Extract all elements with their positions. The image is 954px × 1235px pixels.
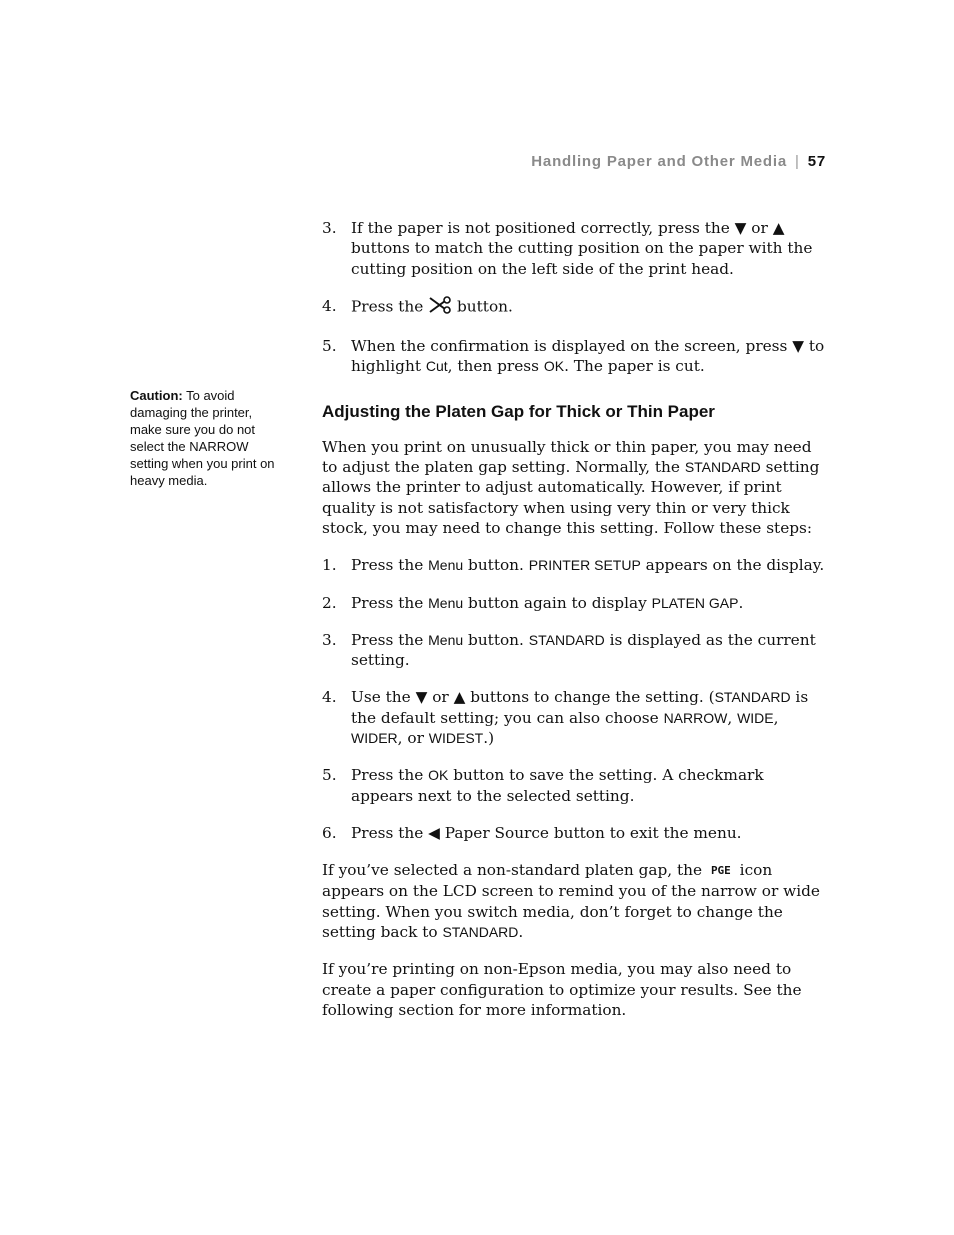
scissors-icon bbox=[428, 296, 452, 319]
down-arrow-icon: ▼ bbox=[734, 219, 747, 237]
standard-setting: STANDARD bbox=[684, 459, 761, 476]
step-number: 4. bbox=[322, 296, 337, 315]
down-arrow-icon: ▼ bbox=[415, 688, 428, 707]
wide-setting: WIDE bbox=[737, 709, 774, 726]
step-text: Press the bbox=[351, 823, 429, 842]
step-text: Press the bbox=[351, 297, 429, 316]
display-text: PLATEN GAP bbox=[651, 594, 739, 611]
note-text: icon appears on the LCD screen to remind you of the narrow or wide setting. When you switch media, don’t forget to change the setting back to bbox=[322, 861, 820, 941]
step-1 bbox=[322, 555, 830, 575]
ok-button-label: OK bbox=[428, 767, 449, 784]
header-separator: | bbox=[795, 153, 800, 170]
standard-setting: STANDARD bbox=[714, 689, 791, 706]
step-text: is displayed as the current setting. bbox=[351, 630, 816, 670]
step-text: or bbox=[427, 688, 454, 707]
step-text: Paper Source button to exit the menu. bbox=[439, 823, 742, 842]
left-arrow-icon: ◀ bbox=[428, 823, 440, 842]
main-content bbox=[322, 218, 830, 1020]
step-text: , bbox=[773, 708, 779, 727]
page-number: 57 bbox=[807, 153, 826, 170]
running-header bbox=[531, 153, 826, 170]
step-text: button. bbox=[452, 297, 513, 316]
intro-text: When you print on unusually thick or thin paper, you may need to adjust the platen gap setting. Normally, the bbox=[322, 437, 812, 477]
cut-option: Cut bbox=[425, 358, 448, 375]
up-arrow-icon: ▲ bbox=[772, 219, 785, 237]
step-text: buttons to match the cutting position on the paper with the cutting position on the left side of the print head. bbox=[351, 239, 813, 278]
step-text: , bbox=[727, 708, 738, 727]
step-2 bbox=[322, 593, 830, 613]
step-number: 5. bbox=[322, 766, 337, 785]
step-text: When the confirmation is displayed on the screen, press bbox=[351, 337, 793, 356]
step-text: buttons to change the setting. ( bbox=[465, 688, 715, 707]
step-4 bbox=[322, 687, 830, 748]
platen-gap-icon: PGE bbox=[710, 864, 731, 878]
step-text: Press the bbox=[351, 766, 429, 785]
wider-setting: WIDER bbox=[351, 730, 398, 747]
step-6 bbox=[322, 823, 830, 843]
widest-setting: WIDEST bbox=[428, 730, 484, 747]
note-text: If you’ve selected a non-standard platen gap, the bbox=[322, 861, 707, 880]
step-text: . bbox=[738, 593, 744, 612]
step-text: button. bbox=[463, 556, 529, 575]
caution-note bbox=[130, 387, 280, 489]
step-top-4 bbox=[322, 296, 830, 319]
standard-setting: STANDARD bbox=[442, 923, 519, 940]
step-number: 5. bbox=[322, 337, 337, 356]
platen-gap-icon-note bbox=[322, 860, 830, 942]
step-text: button. bbox=[463, 630, 529, 649]
step-5 bbox=[322, 765, 830, 806]
step-number: 6. bbox=[322, 823, 337, 842]
step-number: 3. bbox=[322, 630, 337, 649]
step-text: , or bbox=[397, 729, 429, 748]
step-text: Press the bbox=[351, 556, 429, 575]
step-text: button again to display bbox=[463, 593, 652, 612]
menu-button-label: Menu bbox=[428, 557, 464, 574]
caution-text-2: setting when you print on heavy media. bbox=[130, 456, 275, 488]
narrow-setting: NARROW bbox=[663, 709, 728, 726]
caution-narrow: NARROW bbox=[189, 439, 249, 454]
step-number: 3. bbox=[322, 219, 337, 237]
non-epson-media-note: If you’re printing on non-Epson media, you may also need to create a paper configuration to optimize your results. See the following section for more information. bbox=[322, 960, 802, 1019]
step-text: is the default setting; you can also choose bbox=[351, 688, 809, 727]
up-arrow-icon: ▲ bbox=[453, 688, 466, 707]
down-arrow-icon: ▼ bbox=[792, 337, 805, 356]
step-text: Press the bbox=[351, 593, 429, 612]
menu-button-label: Menu bbox=[428, 594, 464, 611]
step-text: appears on the display. bbox=[640, 556, 825, 575]
intro-paragraph bbox=[322, 437, 830, 538]
step-text: .) bbox=[483, 729, 495, 748]
caution-text-1: To avoid damaging the printer, make sure you do not select the bbox=[130, 388, 256, 454]
display-text: STANDARD bbox=[528, 631, 605, 648]
step-text: If the paper is not positioned correctly, press the bbox=[351, 219, 735, 237]
step-3 bbox=[322, 630, 830, 671]
step-text: or bbox=[746, 219, 773, 237]
step-text: to highlight bbox=[351, 337, 825, 376]
step-text: . The paper is cut. bbox=[564, 357, 705, 376]
ok-button-label: OK bbox=[543, 358, 565, 375]
step-top-3 bbox=[322, 218, 830, 279]
step-number: 2. bbox=[322, 593, 337, 612]
display-text: PRINTER SETUP bbox=[528, 557, 641, 574]
caution-label: Caution: bbox=[130, 388, 183, 403]
menu-button-label: Menu bbox=[428, 631, 464, 648]
step-number: 1. bbox=[322, 556, 337, 575]
step-text: button to save the setting. A checkmark appears next to the selected setting. bbox=[351, 766, 764, 805]
note-text: . bbox=[518, 922, 524, 941]
section-heading: Adjusting the Platen Gap for Thick or Thin Paper bbox=[322, 401, 715, 421]
step-number: 4. bbox=[322, 688, 337, 707]
intro-text: setting allows the printer to adjust automatically. However, if print quality is not satisfactory when using very thin or very thick stock, you may need to change this setting. Follow these steps: bbox=[322, 458, 820, 537]
step-text: , then press bbox=[447, 357, 544, 376]
step-text: Press the bbox=[351, 630, 429, 649]
step-text: Use the bbox=[351, 688, 416, 707]
step-top-5 bbox=[322, 336, 830, 377]
header-section-title: Handling Paper and Other Media bbox=[531, 153, 787, 170]
